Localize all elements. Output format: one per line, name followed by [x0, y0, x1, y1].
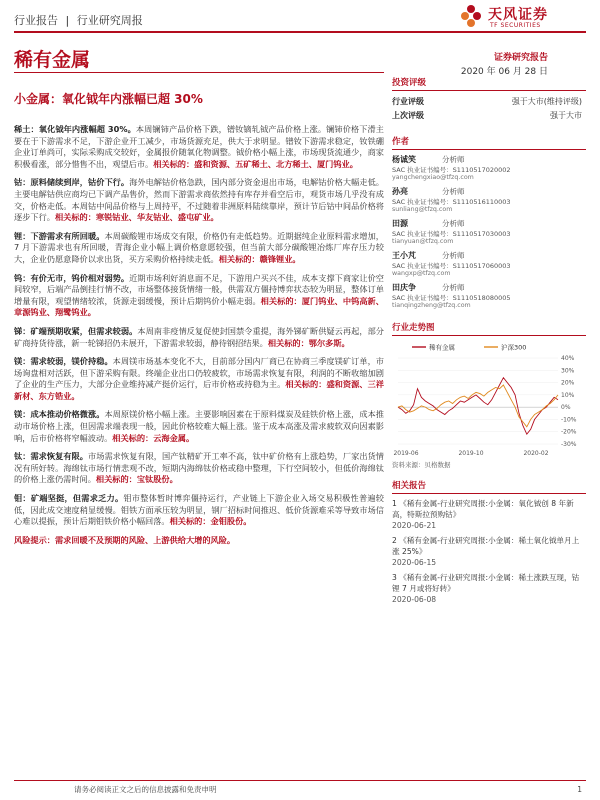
- rating-value: 强于大市(维持评级): [511, 97, 582, 106]
- report-date: 2020 年 06 月 28 日: [460, 67, 548, 77]
- y-tick-label: -20%: [561, 428, 577, 436]
- y-tick-label: -10%: [561, 416, 577, 424]
- analyst-name: 田庆争: [392, 283, 416, 292]
- analyst-role: 分析师: [442, 251, 465, 260]
- analyst-cert: SAC 执业证书编号：S1110517020002: [392, 166, 511, 174]
- paragraph-lead: 钴：原料储续到岸，钴价下行。: [14, 177, 130, 188]
- paragraph-lead: 锑：矿端预期收紧，但需求较弱。: [14, 325, 138, 336]
- paragraph-tungsten: [14, 273, 384, 319]
- risk-warning: 风险提示：需求回暖不及预期的风险、上游供给大增的风险。: [14, 534, 236, 545]
- analyst-email[interactable]: sunliang@tfzq.com: [392, 206, 453, 213]
- report-subcategory: 行业研究周报: [76, 14, 143, 27]
- rating-section-title: 投资评级: [392, 76, 586, 91]
- analyst-role: 分析师: [442, 283, 465, 292]
- rating-label: 行业评级: [392, 97, 424, 106]
- report-title: 小金属：氧化钺年内涨幅已超 30%: [14, 92, 203, 106]
- paragraph-lead: 稀土：氧化钺年内涨幅超 30%。: [14, 124, 136, 134]
- report-type: 证券研究报告: [493, 53, 548, 63]
- paragraph-molybdenum: [14, 493, 384, 528]
- paragraph-body: 本周原镁价格小幅上涨。主要影响因素在于原料煤炭及硅铁价格上涨，成本推动市场价格上涨，但因需求端表现一般，因此价格较难大幅上涨。鉴于成本高涨及需求疲软双向因素影响，后市价格将窄幅波动。: [14, 409, 384, 443]
- title-rule: [14, 72, 384, 73]
- paragraph-lead: 锂：下游需求有所回暖。: [14, 230, 105, 241]
- analyst-email[interactable]: yangchengxiao@tfzq.com: [392, 174, 474, 181]
- analyst-role: 分析师: [442, 187, 465, 196]
- related-stocks: 相关标的：寒锐钴业、华友钴业、盛屯矿业。: [54, 212, 219, 223]
- company-logo: [460, 2, 580, 32]
- logo-mark-icon: [460, 4, 482, 28]
- analyst-name: 杨诚笑: [392, 155, 416, 164]
- paragraph-lead: 镁：成本推动价格微涨。: [14, 409, 105, 420]
- analyst-card: [392, 154, 586, 181]
- sector-title: 稀有金属: [14, 49, 91, 71]
- related-stocks: 相关标的：盛和资源、三祥新材、东方锆业。: [14, 379, 384, 401]
- paragraph-rare-earth: [14, 124, 384, 170]
- x-tick-label: 2019-06: [393, 450, 419, 457]
- related-report-date: 2020-06-08: [392, 595, 437, 604]
- legend-label: 沪深300: [501, 343, 527, 352]
- related-stocks: 相关标的：宝钛股份。: [95, 474, 178, 485]
- trend-section-title: 行业走势图: [392, 321, 586, 336]
- analyst-name: 王小芃: [392, 251, 416, 260]
- last-rating-row: [392, 109, 586, 123]
- paragraph-body: 本周镧铈产品价格下跌，镨钕镝轧钺产品价格上涨。镧铈价格下滑主要在于下游需求不足，下游企业开工减少，市场货源充足，供大于求明显。镨钕下游需求稳定，钕铁硼企业订单尚可，实际采购成交较好，金属报价随氧化物调整。钺价格小幅上涨，市场现货流通少，商家积极看涨，部分惜售不出，观望后市。: [14, 124, 384, 169]
- analyst-cert: SAC 执业证书编号：S1110516110003: [392, 198, 511, 206]
- trend-chart-svg: [392, 340, 586, 458]
- y-tick-label: 30%: [561, 367, 575, 375]
- x-tick-label: 2019-10: [458, 450, 484, 457]
- industry-rating-row: [392, 95, 586, 109]
- analyst-card: [392, 250, 586, 277]
- analyst-role: 分析师: [442, 155, 465, 164]
- analyst-card: [392, 282, 586, 309]
- analyst-email[interactable]: wangxp@tfzq.com: [392, 270, 451, 277]
- analyst-email[interactable]: tianyuan@tfzq.com: [392, 238, 454, 245]
- x-tick-label: 2020-02: [523, 450, 549, 457]
- last-rating-value: 强于大市: [550, 111, 582, 120]
- paragraph-antimony: [14, 326, 384, 349]
- related-report-date: 2020-06-15: [392, 558, 437, 567]
- analyst-cert: SAC 执业证书编号：S1110518080005: [392, 294, 511, 302]
- paragraph-body: 市场需求恢复有限，国产钛精矿开工率不高，钛中矿价格有上涨趋势，厂家出货情况有所好转。海绵钛市场行情悲观不改，短期内海绵钛价格或稳中整理，下行空间较小，但低价海绵钛的价格上涨仍需时间。: [14, 451, 384, 485]
- page-footer: [14, 780, 586, 795]
- analyst-cert: SAC 执业证书编号：S1110517060003: [392, 262, 511, 270]
- paragraph-lead: 钛：需求恢复有限。: [14, 451, 89, 462]
- analyst-card: [392, 186, 586, 213]
- paragraph-lithium: [14, 231, 384, 266]
- legend-label: 稀有金属: [429, 343, 455, 352]
- paragraph-body: 近期市场利好消息面不足，下游用户买兴不佳，成本支撑下商家让价空间较窄，后端产品倒挂行情不改，市场整体接货情绪一般，供需双方僵持博弈状态较为明显，整体订单增量有限，观望情绪较浓，货源走弱缓慢，预计后期钨价小幅走弱。: [14, 272, 384, 306]
- analyst-role: 分析师: [442, 219, 465, 228]
- y-tick-label: 20%: [561, 379, 575, 387]
- page-number: 1: [577, 785, 582, 794]
- related-report[interactable]: [392, 498, 586, 531]
- paragraph-lead: 镁：需求较弱，镁价持稳。: [14, 356, 113, 367]
- paragraph-zirconium: [14, 356, 384, 402]
- industry-trend-chart: [392, 340, 586, 458]
- paragraph-titanium: [14, 451, 384, 486]
- logo-text-cn: 天风证券: [488, 7, 548, 23]
- main-body: [14, 124, 384, 553]
- paragraph-magnesium: [14, 409, 384, 444]
- analyst-cert: SAC 执业证书编号：S1110517030003: [392, 230, 511, 238]
- authors-section-title: 作者: [392, 135, 586, 150]
- footer-disclaimer: 请务必阅读正文之后的信息披露和免责申明: [74, 785, 217, 794]
- related-report-title[interactable]: 1 《稀有金属-行业研究周报:小金属：氧化钺创 8 年新高，特斯拉预购钴》: [392, 499, 574, 519]
- analyst-name: 孙亮: [392, 187, 408, 196]
- paragraph-body: 钼市整体暂时博弈僵持运行，产业链上下游企业入场交易积极性普遍较低，因此成交速度稍显缓慢。钼铁方面承压较为明显，钢厂招标时间推迟、低价货源难采等导致市场信心难以提振，预计后期钼铁价格小幅回落。: [14, 493, 384, 527]
- related-report-title[interactable]: 3 《稀有金属-行业研究周报:小金属：稀土涨跌互现，钴锂 7 月或将好转》: [392, 573, 580, 593]
- paragraph-body: 海外电解钴价格急跌，国内部分资金退出市场，电解钴价格大幅走低。主要电解钴供应商均已下调产品售价，然而下游需求商依然持有库存并看空后市，观货市场几乎没有成交，价格走低。本周钴中间品价格与上周持平，不过随着非洲原料陆续靠岸，预计节后钴中间品价格将逐步下行。: [14, 177, 384, 223]
- chart-source: 资料来源：贝格数据: [392, 461, 451, 469]
- category-separator: |: [65, 14, 70, 27]
- last-rating-label: 上次评级: [392, 111, 424, 120]
- y-tick-label: 10%: [561, 391, 575, 399]
- paragraph-lead: 钼：矿端坚挺，但需求乏力。: [14, 493, 124, 504]
- report-category-bar: [14, 12, 147, 28]
- related-report[interactable]: [392, 572, 586, 605]
- analyst-name: 田源: [392, 219, 408, 228]
- paragraph-body: 本周镁市场基本变化不大，目前部分国内厂商已在协商三季度镁矿订单，市场询盘相对活跃，但下游采购有限。终端企业出口仍较疲软，市场需求恢复有限，利润的不断收缩加剧了企业的生产压力，大部分企业维持减产挺价运行，后市价格或持稳为主。: [14, 356, 384, 390]
- analyst-card: [392, 218, 586, 245]
- paragraph-cobalt: [14, 177, 384, 223]
- y-tick-label: 0%: [561, 404, 571, 412]
- related-stocks: 相关标的：鄂尔多斯。: [267, 337, 350, 348]
- logo-text-en: TF SECURITIES: [490, 22, 541, 29]
- y-tick-label: -30%: [561, 441, 577, 448]
- related-stocks: 相关标的：盛和资源、五矿稀土、北方稀土、厦门钨业。: [153, 158, 358, 169]
- report-category: 行业报告: [14, 14, 58, 27]
- related-stocks: 相关标的：金钼股份。: [169, 516, 252, 527]
- sidebar: [392, 76, 586, 609]
- paragraph-body: 本周南非疫情反复促使封国禁令重提，海外锑矿断供疑云再起，部分矿商持货待涨，新一轮锑招仍未展开，下游需求较弱，静待钢招结果。: [14, 325, 384, 348]
- paragraph-body: 本周碳酸锂市场成交有限，价格仍有走低趋势。近期据纯企业原料需求增加，7 月下游需求也有所回暖，青海企业小幅上调价格意愿较强，但当前大部分碳酸锂冶炼厂库存压力较大，企业仍愿意降价以求出货，买方采购价格持续走低。: [14, 230, 384, 264]
- related-stocks: 相关标的：厦门钨业、中钨高新、章源钨业、翔鹭钨业。: [14, 295, 384, 318]
- related-report-date: 2020-06-21: [392, 521, 437, 530]
- related-report-title[interactable]: 2 《稀有金属-行业研究周报:小金属：稀土氧化钺单月上涨 25%》: [392, 536, 580, 556]
- related-section-title: 相关报告: [392, 479, 586, 494]
- paragraph-lead: 钨：有价无市，钨价相对弱势。: [14, 272, 130, 283]
- y-tick-label: 40%: [561, 355, 575, 362]
- related-stocks: 相关标的：云海金属。: [112, 432, 195, 443]
- related-report[interactable]: [392, 535, 586, 568]
- analyst-email[interactable]: tianqingzheng@tfzq.com: [392, 302, 471, 309]
- related-stocks: 相关标的：赣锋锂业。: [218, 253, 301, 264]
